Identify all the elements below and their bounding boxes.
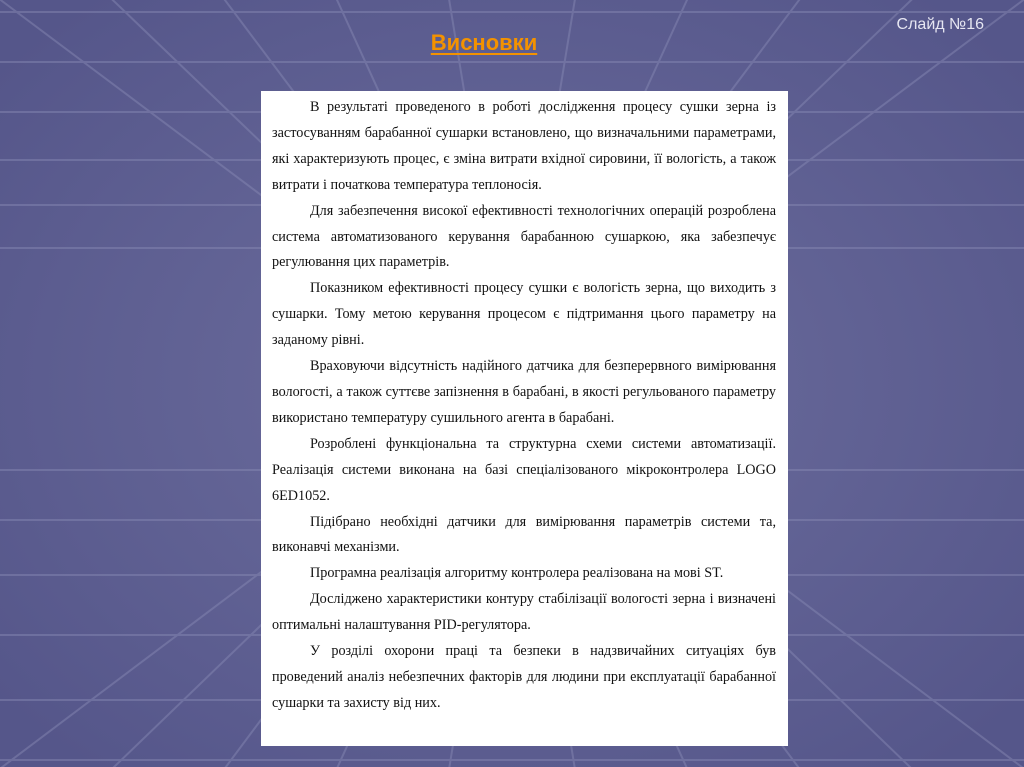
paragraph: У розділі охорони праці та безпеки в надзвичайних ситуаціях був проведений аналіз небезпечних факторів для людини при експлуатації барабанної сушарки та захисту від них.	[272, 643, 776, 711]
paragraph: В результаті проведеного в роботі дослідження процесу сушки зерна із застосуванням барабанної сушарки встановлено, що визначальними параметрами, які характеризують процес, є зміна витрати вхідної сировини, її вологість, а також витрати і початкова температура теплоносія.	[272, 99, 776, 193]
paragraph: Враховуючи відсутність надійного датчика для безперервного вимірювання вологості, а також суттєве запізнення в барабані, в якості регульованого параметру використано температуру сушильного агента в барабані.	[272, 358, 776, 426]
paragraph: Підібрано необхідні датчики для вимірювання параметрів системи та, виконавчі механізми.	[272, 513, 776, 556]
paragraph: Досліджено характеристики контуру стабілізації вологості зерна і визначені оптимальні налаштування PID-регулятора.	[272, 591, 776, 634]
paragraph: Показником ефективності процесу сушки є вологість зерна, що виходить з сушарки. Тому метою керування процесом є підтримання цього параметру на заданому рівні.	[272, 280, 776, 349]
paragraph: Програмна реалізація алгоритму контролера реалізована на мові ST.	[310, 565, 724, 582]
document-page	[261, 91, 788, 746]
paragraph: Розроблені функціональна та структурна схеми системи автоматизації. Реалізація системи виконана на базі спеціалізованого мікроконтролера LOGO 6ED1052.	[272, 435, 776, 504]
slide-number: Слайд №16	[896, 16, 984, 33]
slide-title: Висновки	[430, 30, 538, 55]
paragraph: Для забезпечення високої ефективності технологічних операцій розроблена система автоматизованого керування барабанною сушаркою, яка забезпечує регулювання цих параметрів.	[272, 202, 776, 271]
